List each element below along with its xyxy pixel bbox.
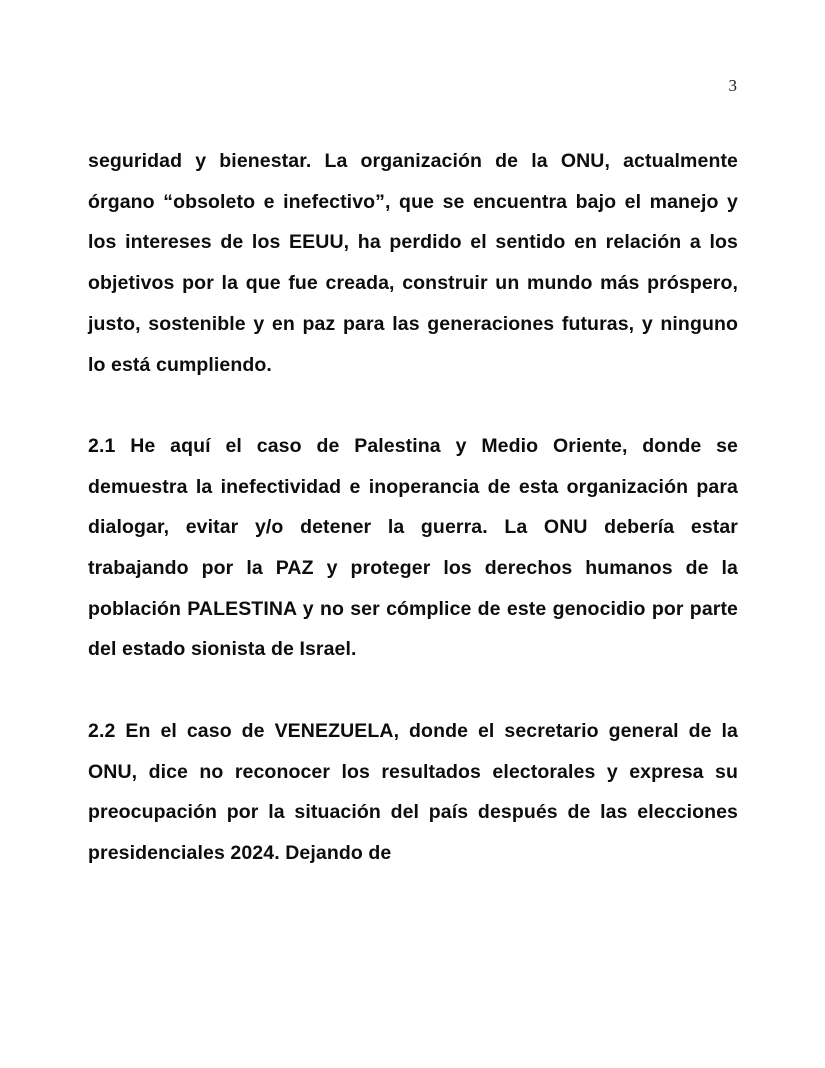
page-number: 3 (728, 76, 737, 95)
paragraph-intro: seguridad y bienestar. La organización de la ONU, actualmente órgano “obsoleto e inefectivo”, que se encuentra bajo el manejo y los intereses de los EEUU, ha perdido el sentido en relación a los objetivos por la que fue creada, construir un mundo más próspero, justo, sostenible y en paz para las generaciones futuras, y ninguno lo está cumpliendo. (88, 150, 738, 376)
document-body (88, 141, 738, 874)
paragraph-2-1: 2.1 He aquí el caso de Palestina y Medio Oriente, donde se demuestra la inefectividad e inoperancia de esta organización para dialogar, evitar y/o detener la guerra. La ONU debería estar trabajando por la PAZ y proteger los derechos humanos de la población PALESTINA y no ser cómplice de este genocidio por parte del estado sionista de Israel. (88, 434, 738, 661)
paragraph-2-2: 2.2 En el caso de VENEZUELA, donde el secretario general de la ONU, dice no reconocer los resultados electorales y expresa su preocupación por la situación del país después de las elecciones presidenciales 2024. Dejando de (88, 719, 738, 864)
